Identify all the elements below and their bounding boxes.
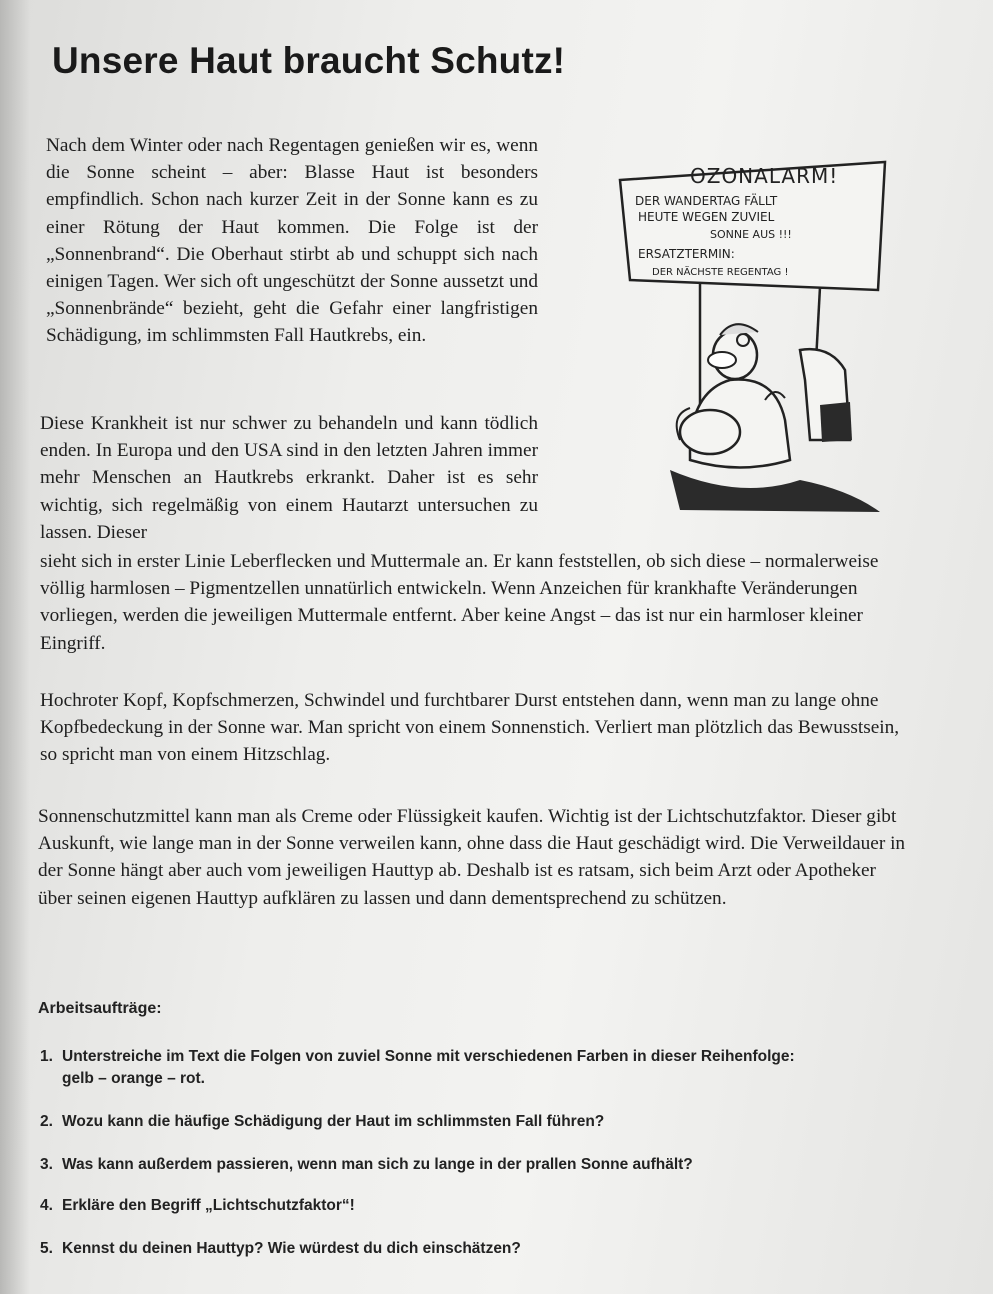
task-5 bbox=[40, 1238, 890, 1260]
task-text: Erkläre den Begriff „Lichtschutzfaktor“! bbox=[62, 1197, 355, 1214]
task-text-continued: gelb – orange – rot. bbox=[62, 1070, 205, 1087]
sign-line-3: SONNE AUS !!! bbox=[710, 228, 792, 241]
task-2 bbox=[40, 1111, 890, 1133]
task-text: Kennst du deinen Hauttyp? Wie würdest du dich einschätzen? bbox=[62, 1240, 521, 1257]
sign-line-1: DER WANDERTAG FÄLLT bbox=[635, 194, 778, 208]
task-number: 1. bbox=[40, 1048, 53, 1065]
hiker-drawing bbox=[677, 324, 852, 467]
sign-line-2: HEUTE WEGEN ZUVIEL bbox=[638, 210, 775, 224]
task-number: 4. bbox=[40, 1197, 53, 1214]
tasks-heading: Arbeitsaufträge: bbox=[38, 1000, 162, 1017]
task-number: 3. bbox=[40, 1156, 53, 1173]
sign-line-5: DER NÄCHSTE REGENTAG ! bbox=[652, 267, 789, 278]
task-number: 2. bbox=[40, 1113, 53, 1130]
paragraph-skin-cancer-continued: sieht sich in erster Linie Leberflecken und Muttermale an. Er kann feststellen, ob sich diese – normalerweise völlig harmlosen – Pigmentzellen unnatürlich entwickeln. Wenn Anzeichen für krankhafte Veränderungen vorliegen, werden die jeweiligen Muttermale entfernt. Aber keine Angst – das ist nur ein harmloser kleiner Eingriff. bbox=[40, 551, 879, 654]
page-title: Unsere Haut braucht Schutz! bbox=[52, 40, 566, 81]
paragraph-sunscreen: Sonnenschutzmittel kann man als Creme oder Flüssigkeit kaufen. Wichtig ist der Lichtschutzfaktor. Dieser gibt Auskunft, wie lange man in der Sonne verweilen kann, ohne dass die Haut geschädigt wird. Die Verweildauer in der Sonne hängt aber auch vom jeweiligen Hauttyp ab. Deshalb ist es ratsam, sich beim Arzt oder Apotheker über seinen eigenen Hauttyp aufklären zu lassen und dann dementsprechend zu schützen. bbox=[38, 806, 906, 909]
task-text: Unterstreiche im Text die Folgen von zuviel Sonne mit verschiedenen Farben in dieser Reihenfolge: bbox=[62, 1048, 795, 1065]
paragraph-sunburn: Nach dem Winter oder nach Regentagen genießen wir es, wenn die Sonne scheint – aber: Blasse Haut ist besonders empfindlich. Schon nach kurzer Zeit in der Sonne kann es zu einer Rötung der Haut kommen. Die Folge ist der „Sonnenbrand“. Die Oberhaut stirbt ab und schuppt sich nach einigen Tagen. Wer sich oft ungeschützt der Sonne aussetzt und „Sonnenbrände“ bezieht, geht die Gefahr einer langfristigen Schädigung, im schlimmsten Fall Hautkrebs, ein. bbox=[46, 135, 538, 347]
paragraph-skin-cancer: Diese Krankheit ist nur schwer zu behandeln und kann tödlich enden. In Europa und den USA sind in den letzten Jahren immer mehr Menschen an Hautkrebs erkrankt. Daher ist es sehr wichtig, sich regelmäßig von einem Hautarzt untersuchen zu lassen. Dieser bbox=[40, 413, 538, 543]
task-4 bbox=[40, 1195, 890, 1217]
task-3 bbox=[40, 1154, 890, 1176]
paragraph-sunstroke: Hochroter Kopf, Kopfschmerzen, Schwindel und furchtbarer Durst entstehen dann, wenn man zu lange ohne Kopfbedeckung in der Sonne war. Man spricht von einem Sonnenstich. Verliert man plötzlich das Bewusstsein, so spricht man von einem Hitzschlag. bbox=[40, 690, 900, 766]
task-number: 5. bbox=[40, 1240, 53, 1257]
task-text: Was kann außerdem passieren, wenn man sich zu lange in der prallen Sonne aufhält? bbox=[62, 1156, 693, 1173]
ozone-alarm-cartoon bbox=[560, 140, 890, 520]
ground-shadow bbox=[670, 470, 880, 512]
sign-line-4: ERSATZTERMIN: bbox=[638, 247, 735, 261]
task-text: Wozu kann die häufige Schädigung der Haut im schlimmsten Fall führen? bbox=[62, 1113, 605, 1130]
task-1 bbox=[40, 1046, 890, 1090]
sign-title: OZONALARM! bbox=[690, 164, 839, 188]
